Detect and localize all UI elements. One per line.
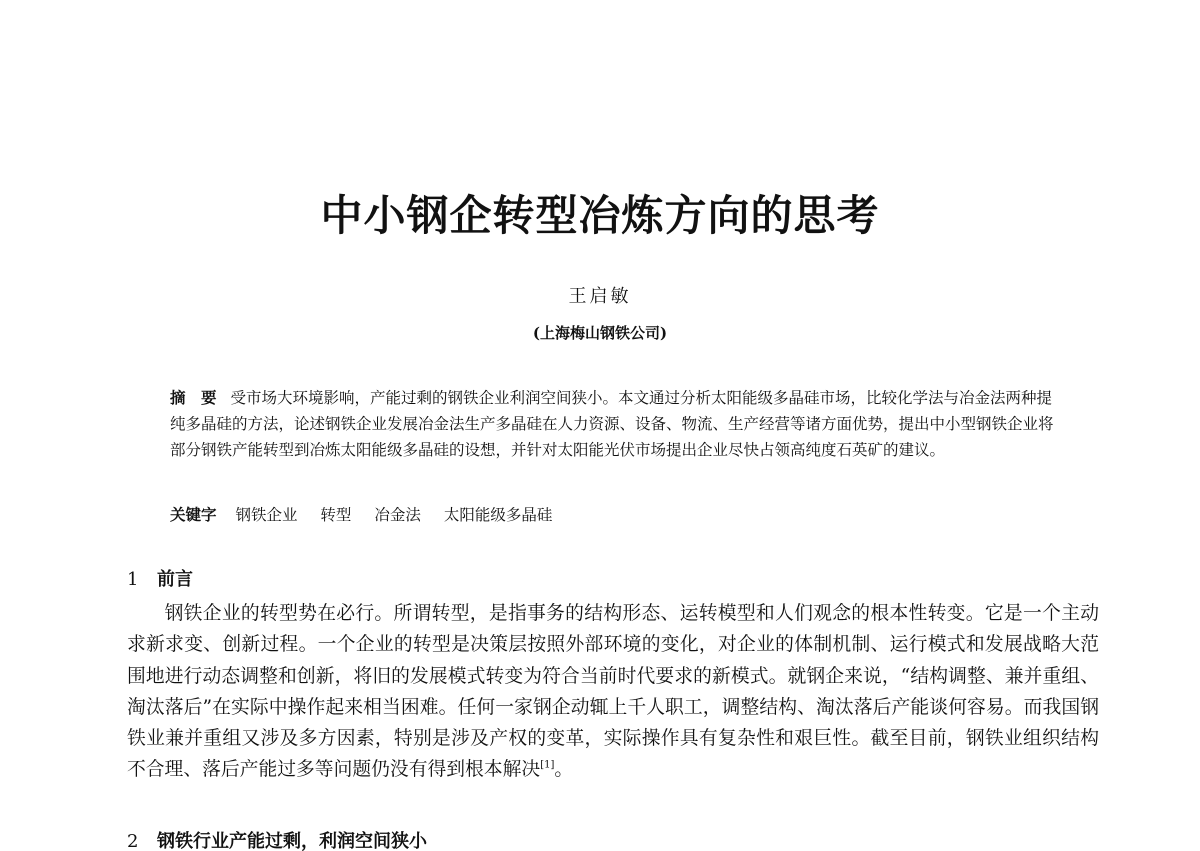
abstract (170, 385, 1060, 463)
keywords-label: 关键字 (170, 505, 217, 524)
section-heading-1 (127, 566, 193, 594)
author-name: 王启敏 (568, 286, 632, 307)
section-number: 2 (127, 831, 139, 851)
keyword-item: 钢铁企业 (235, 506, 298, 524)
section-title: 前言 (157, 569, 193, 590)
paragraph-end: 。 (554, 759, 574, 781)
section-heading-2 (127, 828, 427, 851)
abstract-label: 摘 要 (170, 388, 217, 407)
section-number: 1 (127, 569, 139, 590)
citation-marker[interactable]: [1] (540, 760, 555, 772)
abstract-text: 受市场大环境影响，产能过剩的钢铁企业利润空间狭小。本文通过分析太阳能级多晶硅市场，比较化学法与冶金法两种提纯多晶硅的方法，论述钢铁企业发展冶金法生产多晶硅在人力资源、设备、物流、生产经营等诸方面优势，提出中小型钢铁企业将部分钢铁产能转型到冶炼太阳能级多晶硅的设想，并针对太阳能光伏市场提出企业尽快占领高纯度石英矿的建议。 (170, 389, 1054, 459)
keyword-item: 冶金法 (374, 506, 421, 524)
author-affiliation: (上海梅山钢铁公司) (532, 324, 668, 342)
keyword-item: 转型 (320, 506, 352, 524)
paragraph-text: 钢铁企业的转型势在必行。所谓转型，是指事务的结构形态、运转模型和人们观念的根本性转变。它是一个主动求新求变、创新过程。一个企业的转型是决策层按照外部环境的变化，对企业的体制机制、运行模式和发展战略大范围地进行动态调整和创新，将旧的发展模式转变为符合当前时代要求的新模式。就钢企来说，“结构调整、兼并重组、淘汰落后”在实际中操作起来相当困难。任何一家钢企动辄上千人职工，调整结构、淘汰落后产能谈何容易。而我国钢铁业兼并重组又涉及多方因素，特别是涉及产权的变革，实际操作具有复杂性和艰巨性。截至目前，钢铁业组织结构不合理、落后产能过多等问题仍没有得到根本解决 (127, 603, 1099, 781)
section-title: 钢铁行业产能过剩，利润空间狭小 (157, 831, 427, 851)
keywords (170, 502, 1060, 528)
paper-title: 中小钢企转型冶炼方向的思考 (320, 191, 880, 240)
body-paragraph (127, 598, 1099, 786)
keyword-item: 太阳能级多晶硅 (443, 506, 553, 524)
